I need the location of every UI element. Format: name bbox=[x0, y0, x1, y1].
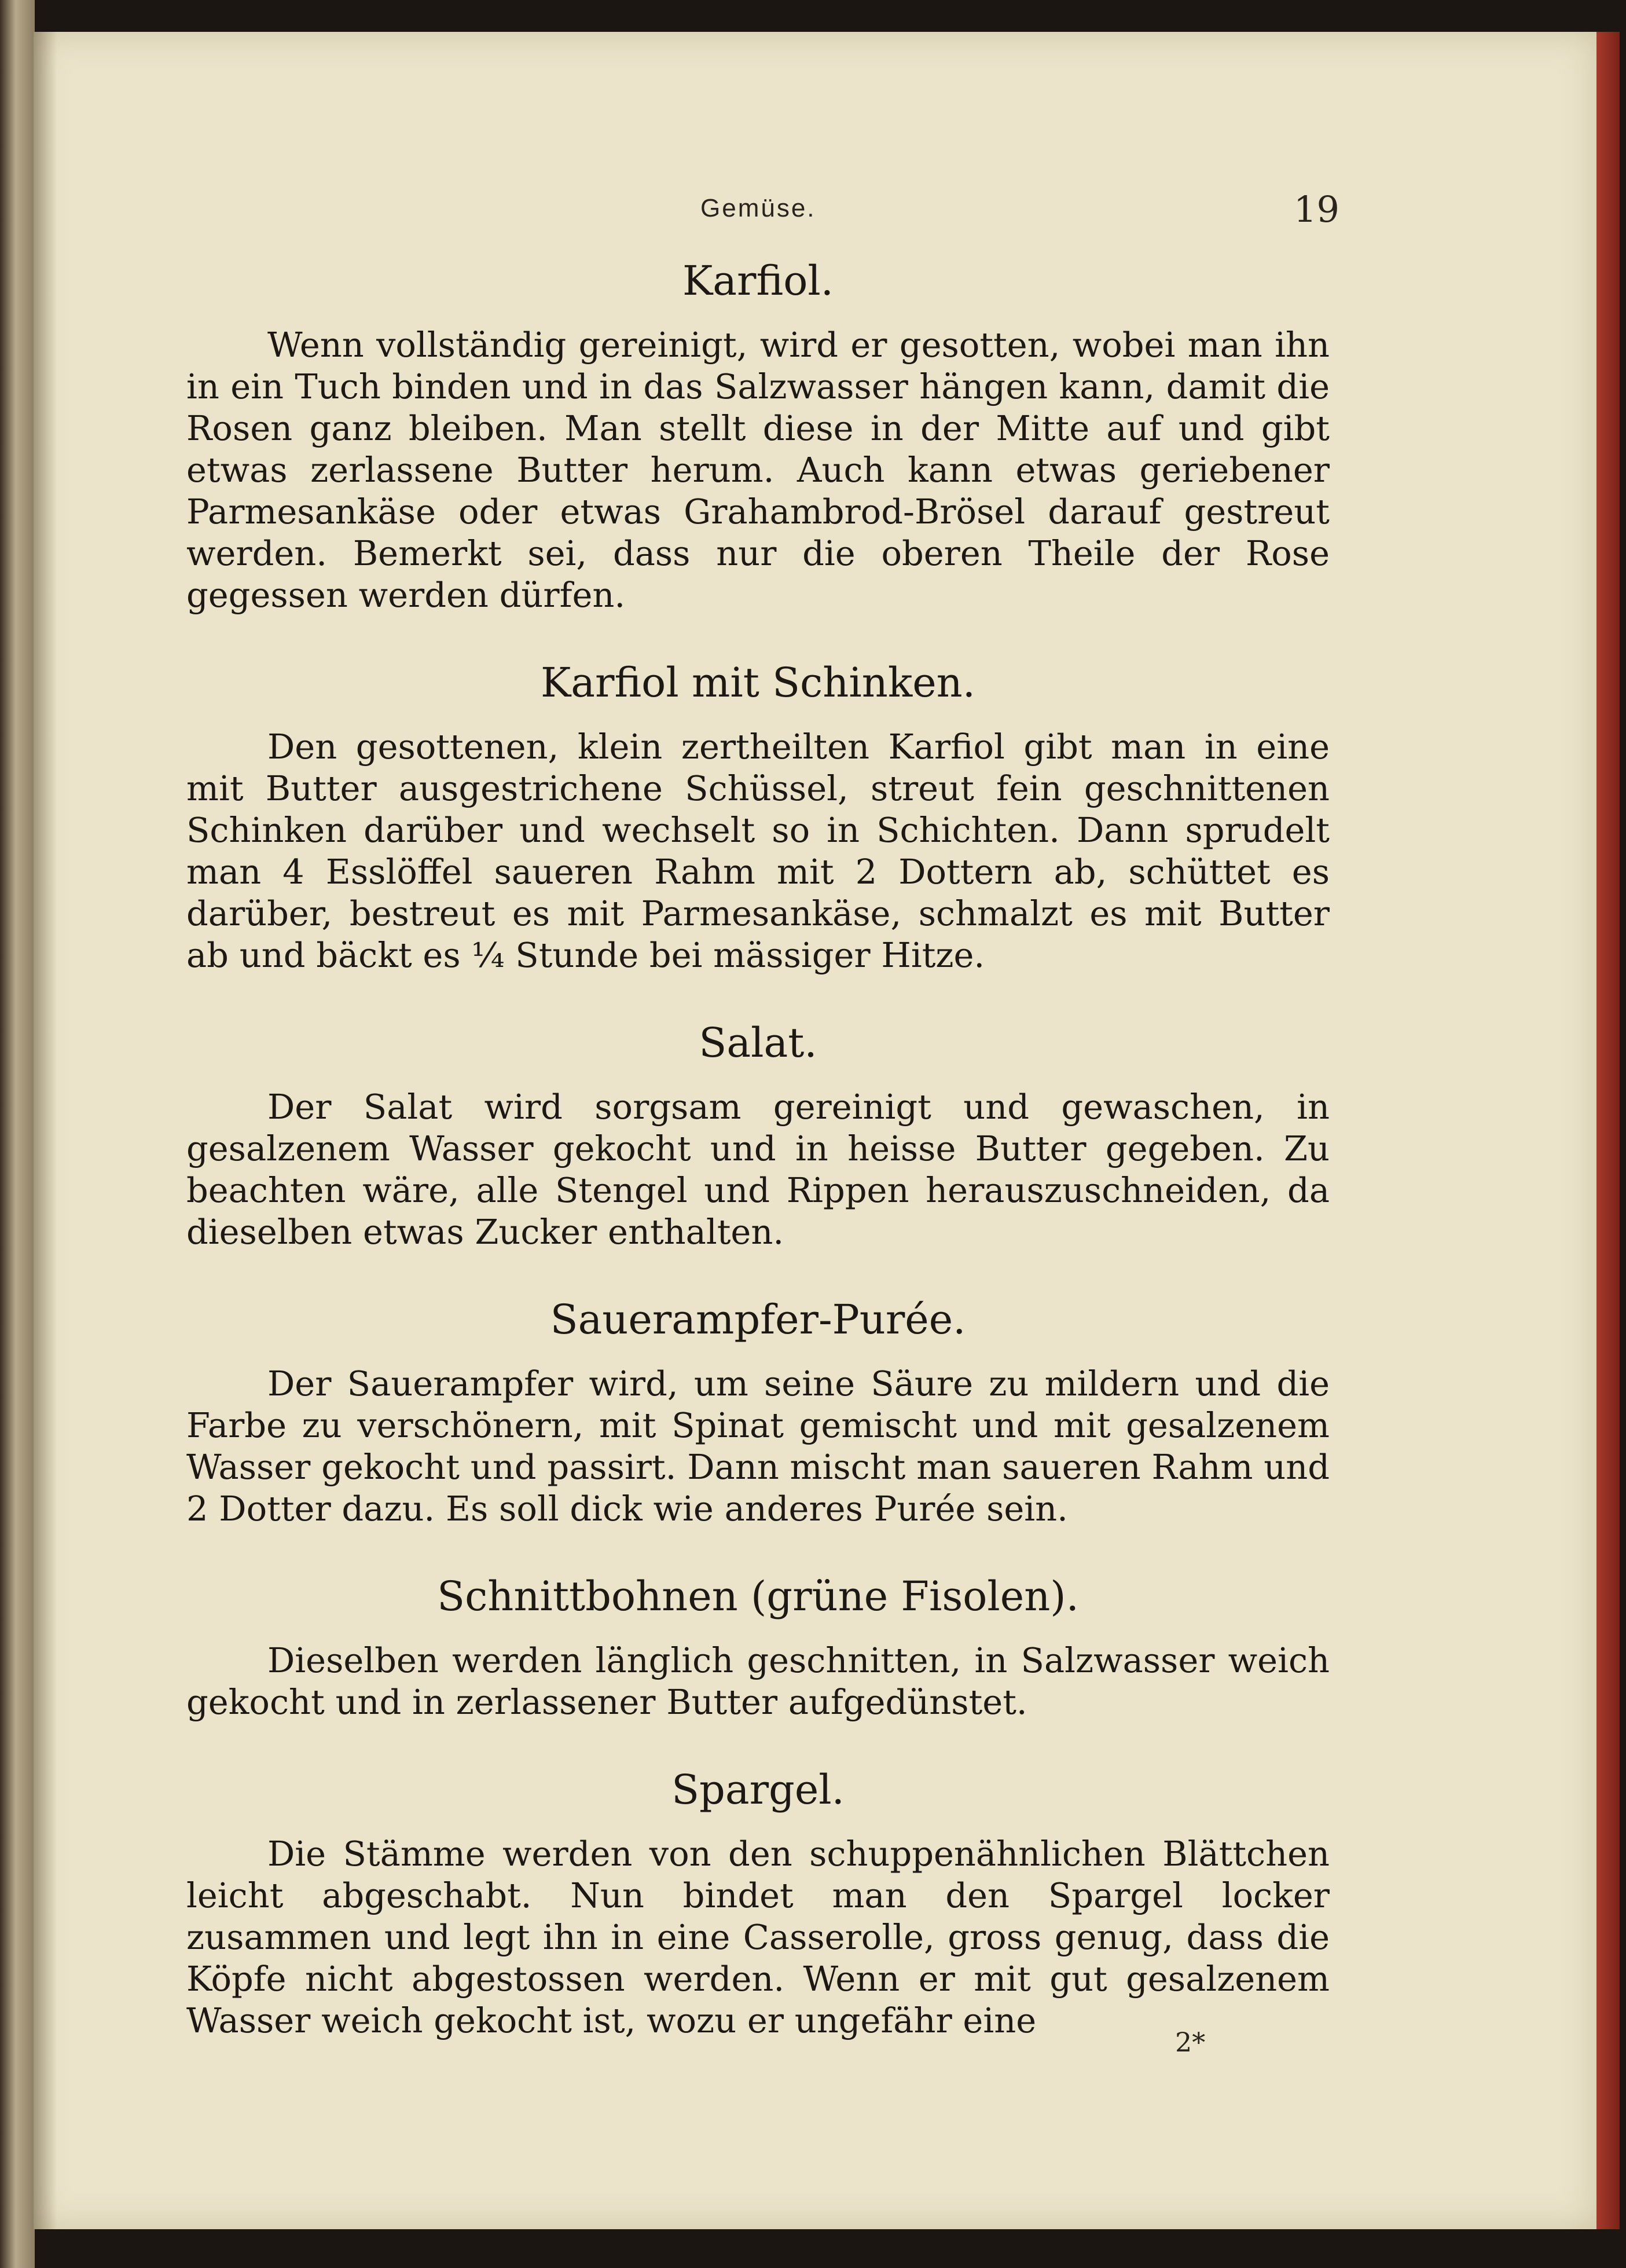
section-karfiol bbox=[186, 255, 1330, 616]
section-text: Dieselben werden länglich geschnitten, in Salzwasser weich gekocht und in zerlassener Butter aufgedünstet. bbox=[186, 1640, 1330, 1722]
page-number: 19 bbox=[1294, 188, 1339, 230]
book-spine bbox=[0, 0, 35, 2268]
page-header bbox=[0, 188, 1626, 240]
section-title: Schnittbohnen (grüne Fisolen). bbox=[437, 1573, 1079, 1620]
running-head: Gemüse. bbox=[700, 194, 816, 222]
section-title: Karfiol. bbox=[682, 257, 834, 305]
section-spargel bbox=[186, 1764, 1330, 2042]
section-text: Die Stämme werden von den schuppenähnlichen Blättchen leicht abgeschabt. Nun bindet man den Spargel locker zusammen und legt ihn in eine Casserolle, gross genug, dass die Köpfe nicht abgestossen werden. Wenn er mit gut gesalzenem Wasser weich gekocht ist, wozu er ungefähr eine bbox=[186, 1834, 1330, 2040]
section-text: Der Sauerampfer wird, um seine Säure zu mildern und die Farbe zu verschönern, mit Spinat gemischt und mit gesalzenem Wasser gekocht und passirt. Dann mischt man saueren Rahm und 2 Dotter dazu. Es soll dick wie anderes Purée sein. bbox=[186, 1364, 1330, 1529]
section-title: Spargel. bbox=[671, 1766, 845, 1813]
section-karfiol-mit-schinken bbox=[186, 657, 1330, 976]
section-title: Sauerampfer-Purée. bbox=[550, 1296, 966, 1343]
page-gutter-shadow bbox=[34, 32, 57, 2229]
section-title: Karfiol mit Schinken. bbox=[541, 659, 975, 706]
section-text: Den gesottenen, klein zertheilten Karfiol gibt man in eine mit Butter ausgestrichene Schüssel, streut fein geschnittenen Schinken darüber und wechselt so in Schichten. Dann sprudelt man 4 Esslöffel saueren Rahm mit 2 Dottern ab, schüttet es darüber, bestreut es mit Parmesankäse, schmalzt es mit Butter ab und bäckt es ¼ Stunde bei mässiger Hitze. bbox=[186, 727, 1330, 975]
section-salat bbox=[186, 1017, 1330, 1253]
red-page-edge bbox=[1596, 32, 1620, 2229]
section-title: Salat. bbox=[699, 1019, 817, 1067]
section-text: Der Salat wird sorgsam gereinigt und gewaschen, in gesalzenem Wasser gekocht und in heisse Butter gegeben. Zu beachten wäre, alle Stengel und Rippen herauszuschneiden, da dieselben etwas Zucker enthalten. bbox=[186, 1087, 1330, 1252]
section-schnittbohnen bbox=[186, 1570, 1330, 1723]
section-text: Wenn vollständig gereinigt, wird er gesotten, wobei man ihn in ein Tuch binden und in das Salzwasser hängen kann, damit die Rosen ganz bleiben. Man stellt diese in der Mitte auf und gibt etwas zerlassene Butter herum. Auch kann etwas geriebener Parmesankäse oder etwas Grahambrod-Brösel darauf gestreut werden. Bemerkt sei, dass nur die oberen Theile der Rose gegessen werden dürfen. bbox=[186, 325, 1330, 615]
section-sauerampfer-puree bbox=[186, 1294, 1330, 1530]
page-content bbox=[186, 255, 1330, 2082]
signature-mark: 2* bbox=[1175, 2027, 1206, 2058]
